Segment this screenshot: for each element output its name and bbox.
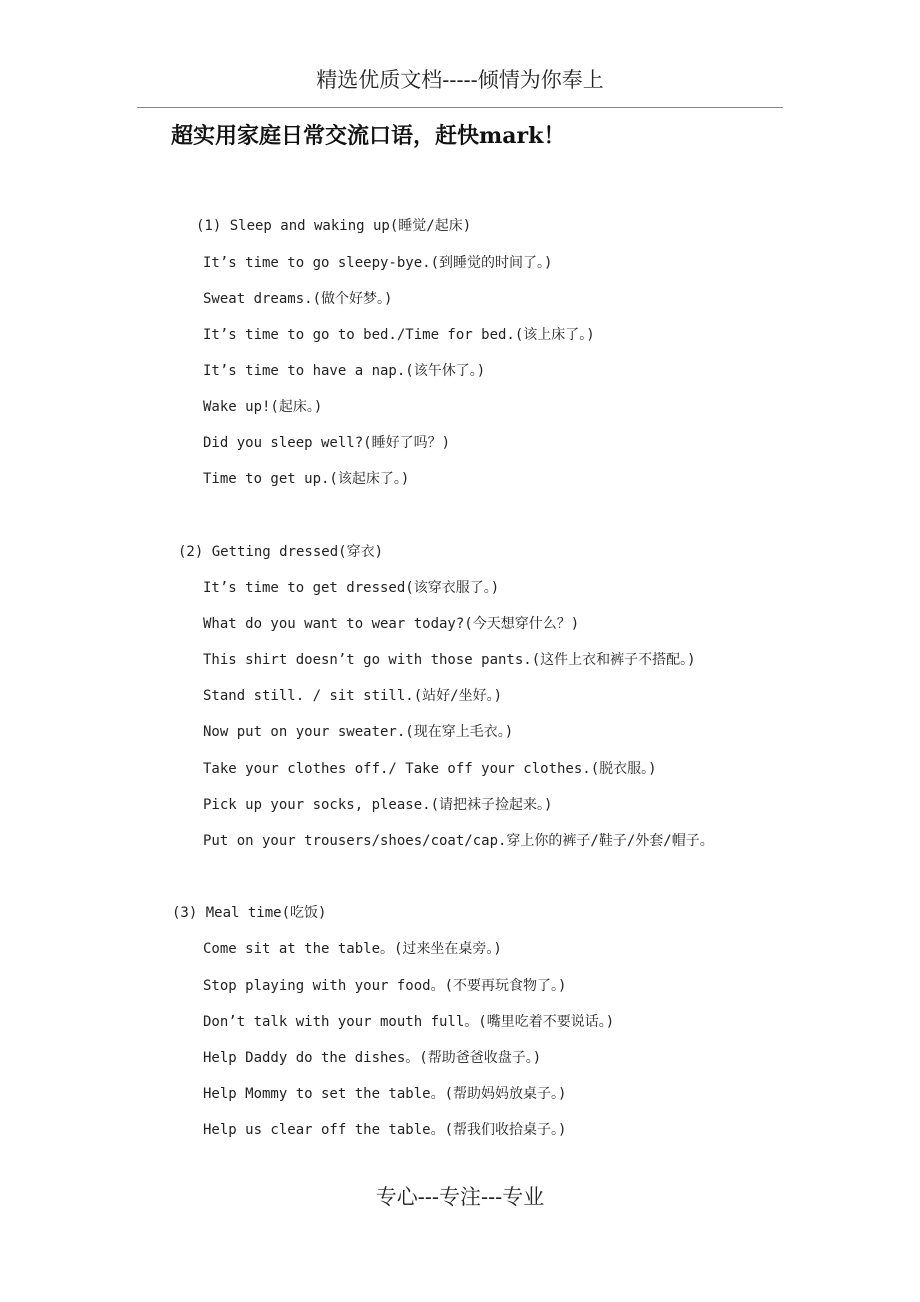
section-heading-sleep: (1) Sleep and waking up(睡觉/起床) (196, 218, 472, 234)
phrase-line: Put on your trousers/shoes/coat/cap.穿上你的裤子/鞋子/外套/帽子。 (203, 833, 714, 849)
phrase-line: It’s time to go to bed./Time for bed.(该上床了。) (203, 327, 595, 343)
phrase-line: What do you want to wear today?(今天想穿什么？) (203, 616, 580, 632)
phrase-line: Stand still. / sit still.(站好/坐好。) (203, 688, 503, 704)
phrase-line: Help us clear off the table。(帮我们收拾桌子。) (203, 1122, 567, 1138)
phrase-line: It’s time to get dressed(该穿衣服了。) (203, 580, 500, 596)
phrase-line: Come sit at the table。(过来坐在桌旁。) (203, 941, 502, 957)
phrase-line: Stop playing with your food。(不要再玩食物了。) (203, 978, 567, 994)
phrase-line: Take your clothes off./ Take off your clothes.(脱衣服。) (203, 761, 657, 777)
phrase-line: It’s time to have a nap.(该午休了。) (203, 363, 486, 379)
page-header: 精选优质文档-----倾情为你奉上 (316, 68, 604, 92)
page-footer: 专心---专注---专业 (375, 1185, 545, 1209)
phrase-line: Did you sleep well?(睡好了吗？) (203, 435, 451, 451)
phrase-line: Help Mommy to set the table。(帮助妈妈放桌子。) (203, 1086, 567, 1102)
phrase-line: Sweat dreams.(做个好梦。) (203, 291, 393, 307)
phrase-line: Time to get up.(该起床了。) (203, 471, 410, 487)
phrase-line: Pick up your socks, please.(请把袜子捡起来。) (203, 797, 553, 813)
phrase-line: Now put on your sweater.(现在穿上毛衣。) (203, 724, 514, 740)
phrase-line: Don’t talk with your mouth full。(嘴里吃着不要说话。) (203, 1014, 615, 1030)
phrase-line: This shirt doesn’t go with those pants.(这件上衣和裤子不搭配。) (203, 652, 696, 668)
phrase-line: Help Daddy do the dishes。(帮助爸爸收盘子。) (203, 1050, 542, 1066)
section-heading-dressed: (2) Getting dressed(穿衣) (178, 544, 384, 560)
section-heading-meal: (3) Meal time(吃饭) (172, 905, 327, 921)
document-title: 超实用家庭日常交流口语，赶快mark！ (171, 123, 566, 149)
header-divider (137, 107, 783, 108)
phrase-line: It’s time to go sleepy-bye.(到睡觉的时间了。) (203, 255, 553, 271)
phrase-line: Wake up!(起床。) (203, 399, 323, 415)
